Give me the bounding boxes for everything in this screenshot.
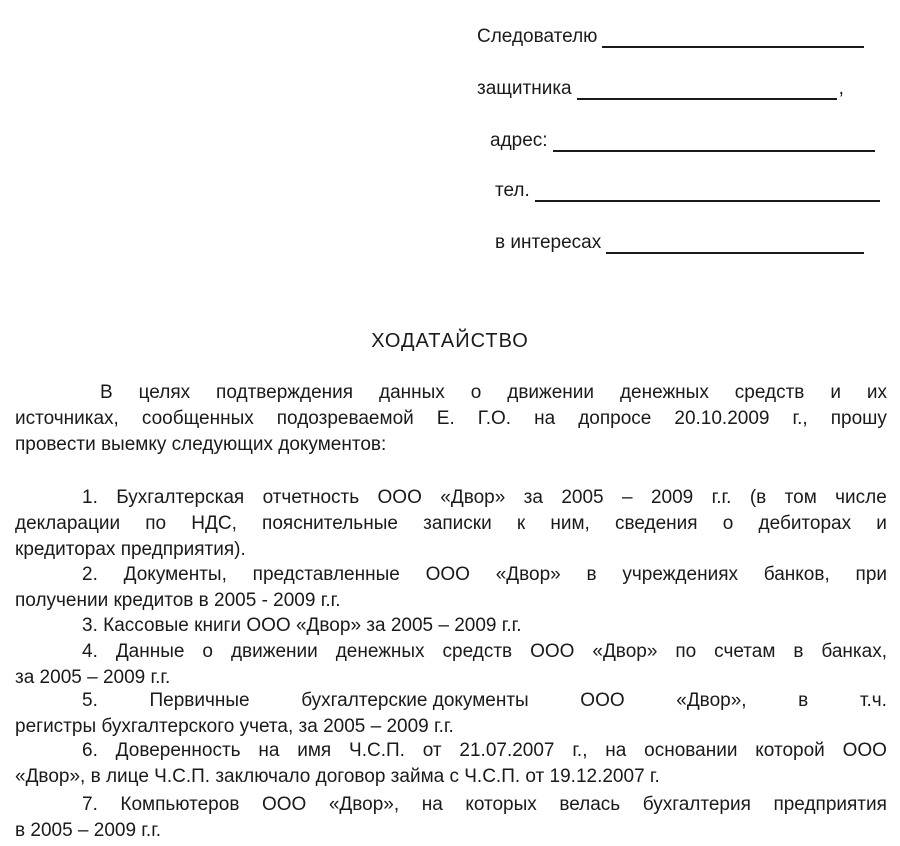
- item4-line-1: 4. Данные о движении денежных средств ООО «Двор» по счетам в банках,: [82, 641, 887, 662]
- phone-blank: [535, 180, 880, 202]
- intro-line-2: источниках, сообщенных подозреваемой Е. Г.О. на допросе 20.10.2009 г., прошу: [15, 408, 887, 429]
- item3-line-1: 3. Кассовые книги ООО «Двор» за 2005 – 2009 г.г.: [82, 615, 522, 636]
- intro-line-3: провести выемку следующих документов:: [15, 434, 387, 455]
- address-line: [490, 130, 875, 152]
- phone-label: тел.: [495, 180, 530, 201]
- item2-line-1: 2. Документы, представленные ООО «Двор» в учреждениях банков, при: [82, 564, 887, 585]
- intro-line-1: В целях подтверждения данных о движении денежных средств и их: [100, 382, 887, 403]
- item6-line-2: «Двор», в лице Ч.С.П. заключало договор займа с Ч.С.П. от 19.12.2007 г.: [15, 766, 660, 787]
- item4-line-2: за 2005 – 2009 г.г.: [15, 667, 171, 688]
- item2-line-2: получении кредитов в 2005 - 2009 г.г.: [15, 590, 341, 611]
- item5-line-2: регистры бухгалтерского учета, за 2005 – 2009 г.г.: [15, 716, 454, 737]
- item1-line-3: кредиторах предприятия).: [15, 539, 246, 560]
- address-label: адрес:: [490, 130, 548, 151]
- interests-line: [495, 232, 864, 254]
- list-item-4: [15, 639, 887, 691]
- defender-line: [477, 78, 844, 100]
- interests-blank: [606, 232, 864, 254]
- phone-line: [495, 180, 880, 202]
- defender-label: защитника: [477, 78, 572, 99]
- defender-blank: [577, 78, 837, 100]
- list-item-2: [15, 562, 887, 614]
- item7-line-1: 7. Компьютеров ООО «Двор», на которых велась бухгалтерия предприятия: [82, 794, 887, 815]
- list-item-6: [15, 738, 887, 790]
- investigator-blank: [602, 26, 864, 48]
- investigator-line: [477, 26, 864, 48]
- interests-label: в интересах: [495, 232, 602, 253]
- item1-line-1: 1. Бухгалтерская отчетность ООО «Двор» за 2005 – 2009 г.г. (в том числе: [82, 487, 887, 508]
- defender-comma: ,: [838, 78, 844, 99]
- address-blank: [553, 130, 875, 152]
- item1-line-2: декларации по НДС, пояснительные записки к ним, сведения о дебиторах и: [15, 513, 887, 534]
- investigator-label: Следователю: [477, 26, 598, 47]
- list-item-5: [15, 688, 887, 740]
- intro-paragraph: [15, 380, 887, 458]
- item6-line-1: 6. Доверенность на имя Ч.С.П. от 21.07.2007 г., на основании которой ООО: [82, 740, 887, 761]
- item7-line-2: в 2005 – 2009 г.г.: [15, 820, 162, 841]
- document-title: ХОДАТАЙСТВО: [371, 330, 529, 352]
- list-item-7: [15, 792, 887, 844]
- list-item-1: [15, 485, 887, 563]
- list-item-3: [15, 613, 887, 639]
- item5-line-1: 5. Первичные бухгалтерские документы ООО «Двор», в т.ч.: [82, 690, 887, 711]
